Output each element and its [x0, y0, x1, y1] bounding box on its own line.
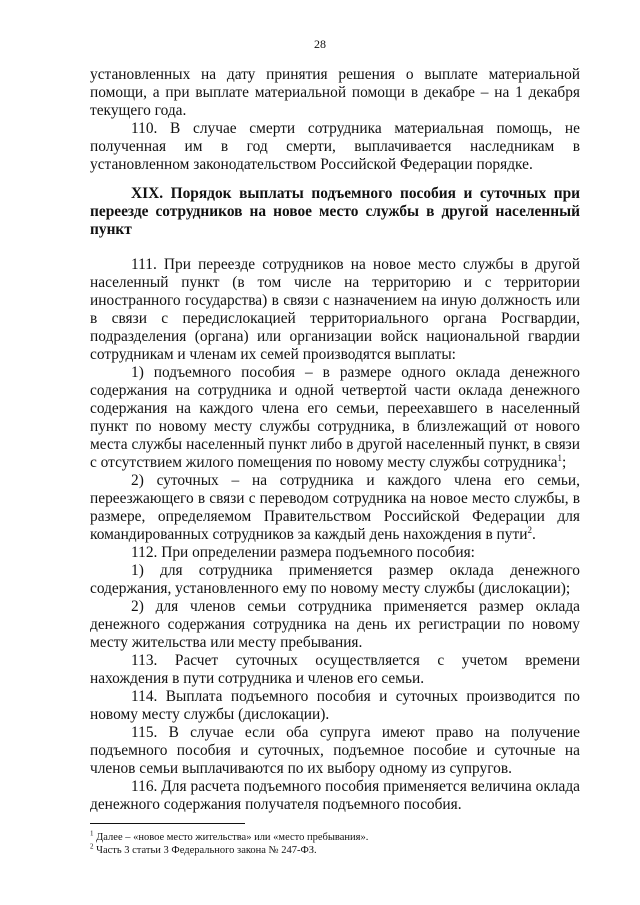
carryover-paragraph: установленных на дату принятия решения о выплате материальной помощи, а при выплате материальной помощи в декабре – на 1 декабря текущего года.: [90, 66, 580, 119]
paragraph-112-item-2: 2) для членов семьи сотрудника применяется размер оклада денежного содержания сотрудника на день их регистрации по новому месту жительства или месту пребывания.: [90, 598, 580, 651]
footnote-1: [90, 831, 580, 844]
footnote-separator: [90, 823, 245, 824]
paragraph-111-item-2: 2) суточных – на сотрудника и каждого члена его семьи, переезжающего в связи с переводом сотрудника на новое место службы, в размере, определяемом Правительством Российской Федерации для командированных сотрудников за каждый день нахождения в пути$^2$.: [90, 472, 580, 543]
paragraph-111-item-1-text: 1) подъемного пособия – в размере одного оклада денежного содержания на сотрудника и одной четвертой части оклада денежного содержания на каждого члена его семьи, переехавшего в населенный пункт по новому месту службы сотрудника, в близлежащий от нового места службы населенный пункт либо в другой населенный пункт, в связи с отсутствием жилого помещения по новому месту службы сотрудника: [90, 364, 580, 471]
paragraph-112: 112. При определении размера подъемного пособия:: [131, 544, 475, 561]
paragraph-115: 115. В случае если оба супруга имеют право на получение подъемного пособия и суточных, подъемное пособие и суточные на членов семьи выплачиваются по их выбору одному из супругов.: [90, 724, 580, 777]
paragraph-111-item-2-text: 2) суточных – на сотрудника и каждого члена его семьи, переезжающего в связи с переводом сотрудника на новое место службы, в размере, определяемом Правительством Российской Федерации для командированных сотрудников за каждый день нахождения в пути: [90, 472, 580, 543]
section-body: [90, 256, 580, 814]
paragraph-113: 113. Расчет суточных осуществляется с учетом времени нахождения в пути сотрудника и членов его семьи.: [90, 652, 580, 687]
intro-block: [90, 66, 580, 174]
page-number: 28: [314, 37, 326, 51]
paragraph-111: 111. При переезде сотрудников на новое место службы в другой населенный пункт (в том числе на территорию и с территории иностранного государства) в связи с назначением на иную должность или в связи с передислокацией территориального органа Росгвардии, подразделения (органа) или организации войск национальной гвардии сотрудникам и членам их семей производятся выплаты:: [90, 256, 580, 363]
footnote-ref-1: 1: [557, 452, 563, 463]
section-heading: XIX. Порядок выплаты подъемного пособия и суточных при переезде сотрудников на новое место службы в другой населенный пункт: [90, 185, 580, 238]
footnote-2-mark: 2: [90, 842, 94, 851]
paragraph-110: 110. В случае смерти сотрудника материальная помощь, не полученная им в год смерти, выплачивается наследникам в установленном законодательством Российской Федерации порядке.: [90, 120, 580, 173]
footnote-ref-2: 2: [527, 524, 532, 535]
paragraph-112-item-1: 1) для сотрудника применяется размер оклада денежного содержания, установленного ему по новому месту службы (дислокации);: [90, 562, 580, 597]
paragraph-116: 116. Для расчета подъемного пособия применяется величина оклада денежного содержания получателя подъемного пособия.: [90, 778, 580, 813]
footnote-1-text: Далее – «новое место жительства» или «место пребывания».: [93, 832, 369, 843]
footnotes: [90, 831, 580, 857]
paragraph-114: 114. Выплата подъемного пособия и суточных производится по новому месту службы (дислокации).: [90, 688, 580, 723]
footnote-2: [90, 844, 580, 857]
paragraph-111-item-1: 1) подъемного пособия – в размере одного оклада денежного содержания на сотрудника и одной четвертой части оклада денежного содержания на каждого члена его семьи, переехавшего в населенный пункт по новому месту службы сотрудника, в близлежащий от нового места службы населенный пункт либо в другой населенный пункт, в связи с отсутствием жилого помещения по новому месту службы сотрудника$^1$;: [90, 364, 580, 471]
footnote-1-mark: 1: [90, 829, 94, 838]
footnote-2-text: Часть 3 статьи 3 Федерального закона № 247-ФЗ.: [93, 845, 317, 856]
